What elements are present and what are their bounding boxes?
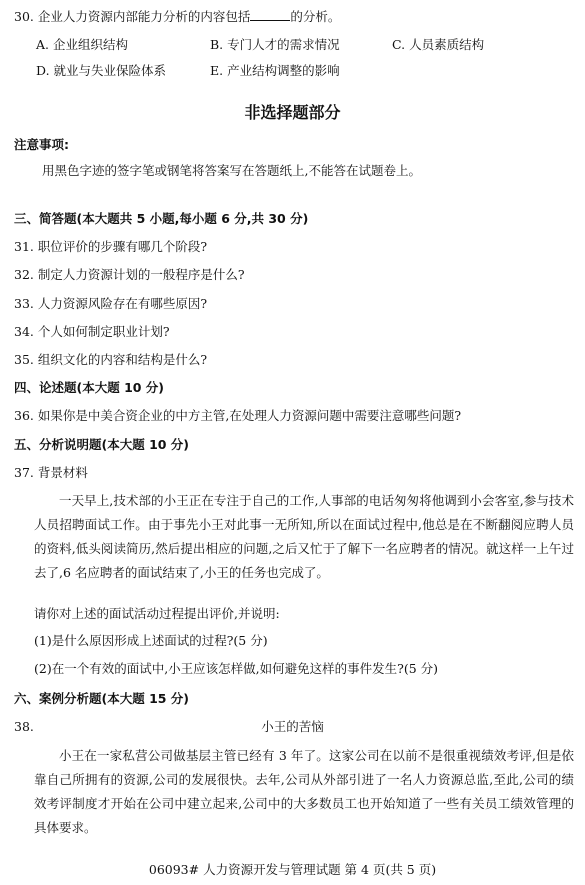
option-a: A. 企业组织结构: [36, 37, 128, 52]
notice-text: 用黑色字迹的签字笔或钢笔将答案写在答题纸上,不能答在试题卷上。: [42, 163, 421, 178]
question-30-text: 30. 企业人力资源内部能力分析的内容包括: [14, 9, 251, 24]
question-33: 33. 人力资源风险存在有哪些原因?: [14, 296, 208, 311]
question-30-stem: [14, 8, 340, 26]
option-c: C. 人员素质结构: [392, 37, 485, 52]
section-title: 非选择题部分: [244, 103, 341, 122]
case-text: 小王在一家私营公司做基层主管已经有 3 年了。这家公司在以前不是很重视绩效考评,但是依靠自己所拥有的资源,公司的发展很快。去年,公司从外部引进了一名人力资源总监,至此,公司的绩效考评制度才开始在公司中建立起来,公司中的大多数员工也开始知道了一些有关员工绩效管理的具体要求。: [34, 748, 574, 835]
option-e: E. 产业结构调整的影响: [210, 63, 340, 78]
question-37-prompt: 请你对上述的面试活动过程提出评价,并说明:: [34, 606, 280, 621]
question-35: 35. 组织文化的内容和结构是什么?: [14, 352, 208, 367]
part5-heading: 五、分析说明题(本大题 10 分): [14, 437, 190, 452]
part6-heading: 六、案例分析题(本大题 15 分): [14, 691, 190, 706]
question-34: 34. 个人如何制定职业计划?: [14, 324, 170, 339]
option-b: B. 专门人才的需求情况: [210, 37, 340, 52]
background-material: 一天早上,技术部的小王正在专注于自己的工作,人事部的电话匆匆将他调到小会客室,参与技术人员招聘面试工作。由于事先小王对此事一无所知,所以在面试过程中,他总是在不断翻阅应聘人员的资料,低头阅读简历,然后提出相应的问题,之后又忙于了解下一名应聘者的情况。就这样一上午过去了,6 名应聘者的面试结束了,小王的任务也完成了。: [34, 493, 574, 580]
question-31: 31. 职位评价的步骤有哪几个阶段?: [14, 239, 208, 254]
page-footer: 06093# 人力资源开发与管理试题 第 4 页(共 5 页): [148, 862, 437, 877]
question-32: 32. 制定人力资源计划的一般程序是什么?: [14, 267, 245, 282]
question-37-label: 37. 背景材料: [14, 465, 88, 480]
part4-heading: 四、论述题(本大题 10 分): [14, 380, 165, 395]
question-38-label: 38.: [14, 719, 34, 734]
question-36: 36. 如果你是中美合资企业的中方主管,在处理人力资源问题中需要注意哪些问题?: [14, 408, 462, 423]
option-d: D. 就业与失业保险体系: [36, 63, 167, 78]
question-30-text-end: 的分析。: [290, 9, 341, 24]
answer-blank: [250, 8, 290, 21]
notice-heading: 注意事项:: [14, 137, 69, 152]
part3-heading: 三、简答题(本大题共 5 小题,每小题 6 分,共 30 分): [14, 211, 309, 226]
question-37-sub-1: (1)是什么原因形成上述面试的过程?(5 分): [34, 633, 268, 648]
question-37-sub-2: (2)在一个有效的面试中,小王应该怎样做,如何避免这样的事件发生?(5 分): [34, 661, 439, 676]
case-title: 小王的苦恼: [261, 719, 324, 734]
